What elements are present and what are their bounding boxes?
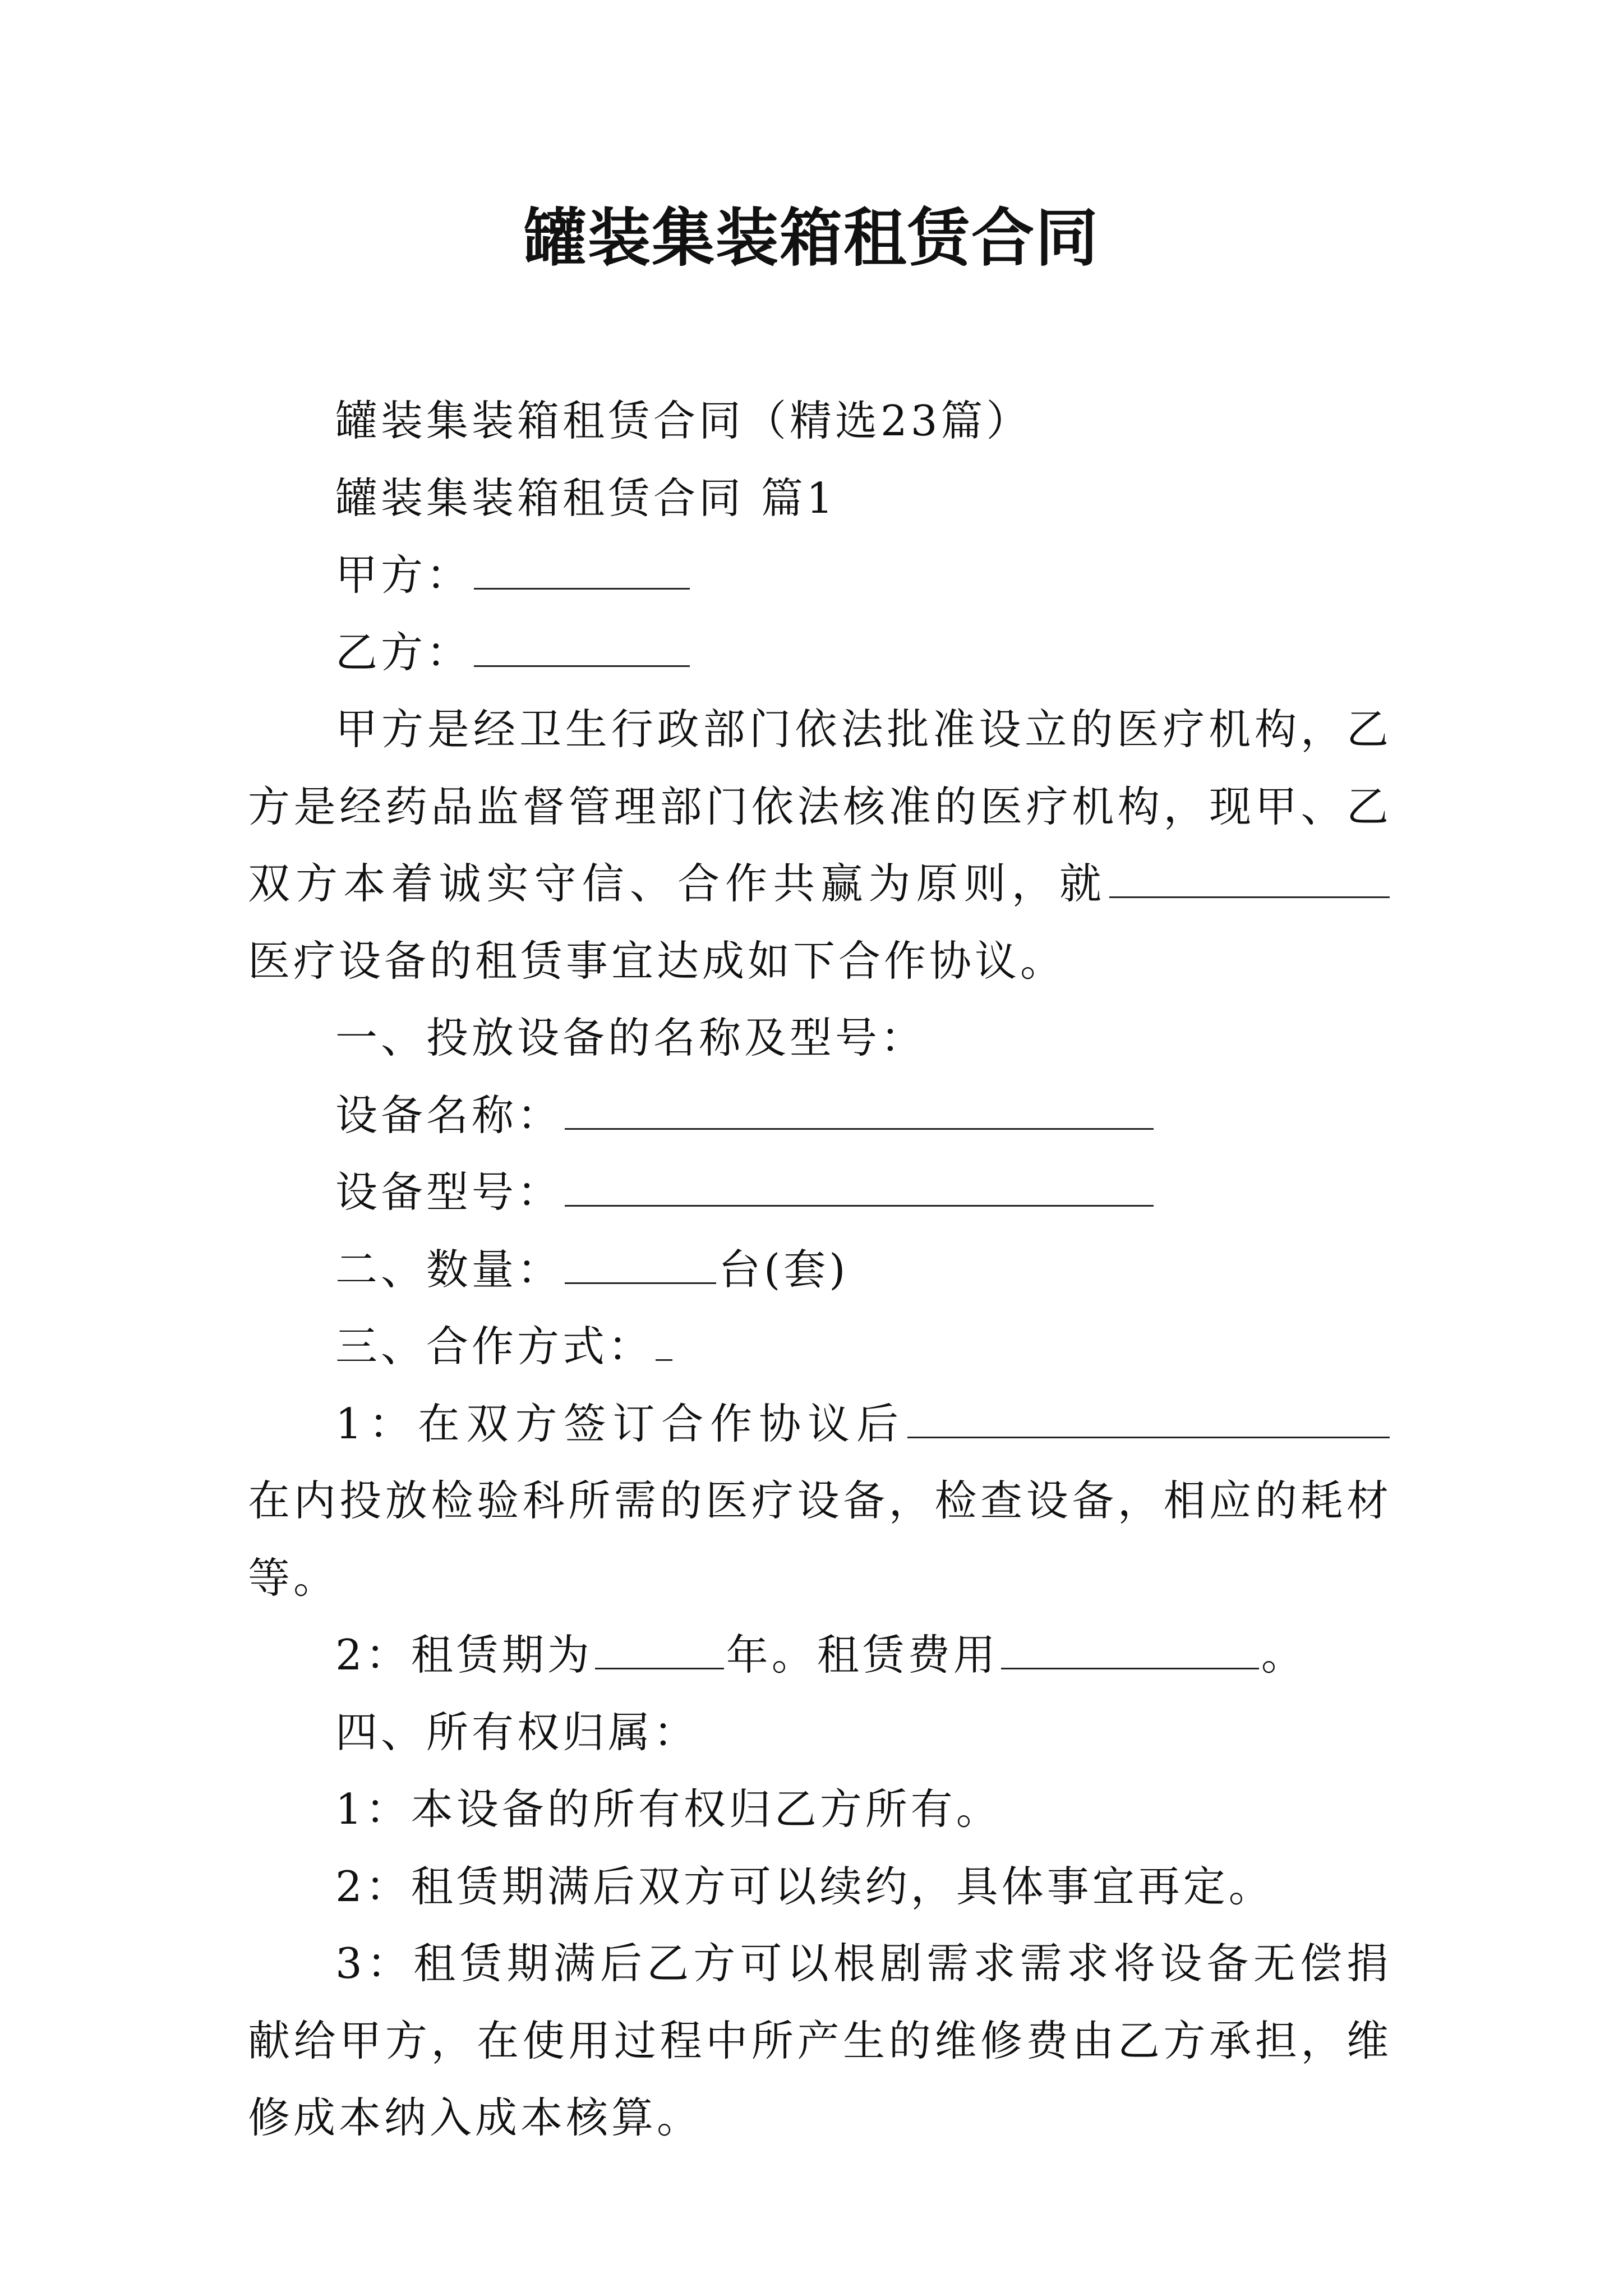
- intro-text-2: 医疗设备的租赁事宜达成如下合作协议。: [248, 936, 1066, 986]
- device-name-blank: [565, 1095, 1154, 1130]
- intro-text-1: 甲方是经卫生行政部门依法批准设立的医疗机构，乙方是经药品监督管理部门依法核准的医疗机构，现甲、乙双方本着诚实守信、合作共赢为原则，就: [248, 705, 1392, 908]
- device-name-label: 设备名称：: [335, 1090, 563, 1140]
- device-model-blank: [565, 1172, 1154, 1207]
- device-name-line: [248, 1077, 1392, 1154]
- party-a-label: 甲方：: [335, 550, 472, 600]
- party-b-label: 乙方：: [335, 627, 472, 677]
- lease-fee-label: 年。租赁费用: [726, 1630, 999, 1680]
- ownership-item-1: 1：本设备的所有权归乙方所有。: [335, 1784, 1002, 1834]
- device-model-label: 设备型号：: [335, 1167, 563, 1217]
- quantity-label: 二、数量：: [335, 1244, 563, 1294]
- quantity-unit: 台(套): [718, 1244, 849, 1294]
- device-model-line: [248, 1154, 1392, 1231]
- device-blank: [1109, 864, 1390, 899]
- document-title: 罐装集装箱租赁合同: [524, 201, 1099, 275]
- cooperation-line: [248, 1308, 1392, 1386]
- party-a-line: [248, 537, 1392, 614]
- lease-fee-end: 。: [1261, 1630, 1307, 1680]
- document-body: [248, 383, 1392, 2157]
- cooperation-item-1-text-1: 1：在双方签订合作协议后: [335, 1398, 905, 1448]
- lease-fee-blank: [1001, 1635, 1259, 1670]
- quantity-line: [248, 1231, 1392, 1309]
- ownership-item-3: 3：租赁期满后乙方可以根剧需求需求将设备无偿捐献给甲方，在使用过程中所产生的维修费由乙方承担，维修成本纳入成本核算。: [248, 1939, 1392, 2142]
- cooperation-item-1-text-2: 在内投放检验科所需的医疗设备，检查设备，相应的耗材等。: [248, 1476, 1392, 1603]
- lease-term-blank: [595, 1635, 724, 1670]
- cooperation-blank: [656, 1327, 672, 1361]
- intro-paragraph: [248, 691, 1392, 1000]
- party-a-blank: [474, 555, 690, 590]
- quantity-blank: [565, 1249, 716, 1284]
- cooperation-place-blank: [907, 1404, 1390, 1438]
- lease-term-label: 2：租赁期为: [335, 1630, 593, 1680]
- ownership-item-2: 2：租赁期满后双方可以续约，具体事宜再定。: [335, 1861, 1274, 1911]
- party-b-line: [248, 614, 1392, 692]
- subtitle: 罐装集装箱租赁合同（精选23篇）: [335, 396, 1032, 445]
- clause-4-heading: 四、所有权归属：: [335, 1707, 699, 1757]
- cooperation-item-1: [248, 1386, 1392, 1617]
- cooperation-item-2: [248, 1617, 1392, 1694]
- section-heading: 罐装集装箱租赁合同 篇1: [335, 473, 837, 523]
- party-b-blank: [474, 632, 690, 667]
- cooperation-label: 三、合作方式：: [335, 1322, 654, 1371]
- clause-1-heading: 一、投放设备的名称及型号：: [335, 1013, 926, 1062]
